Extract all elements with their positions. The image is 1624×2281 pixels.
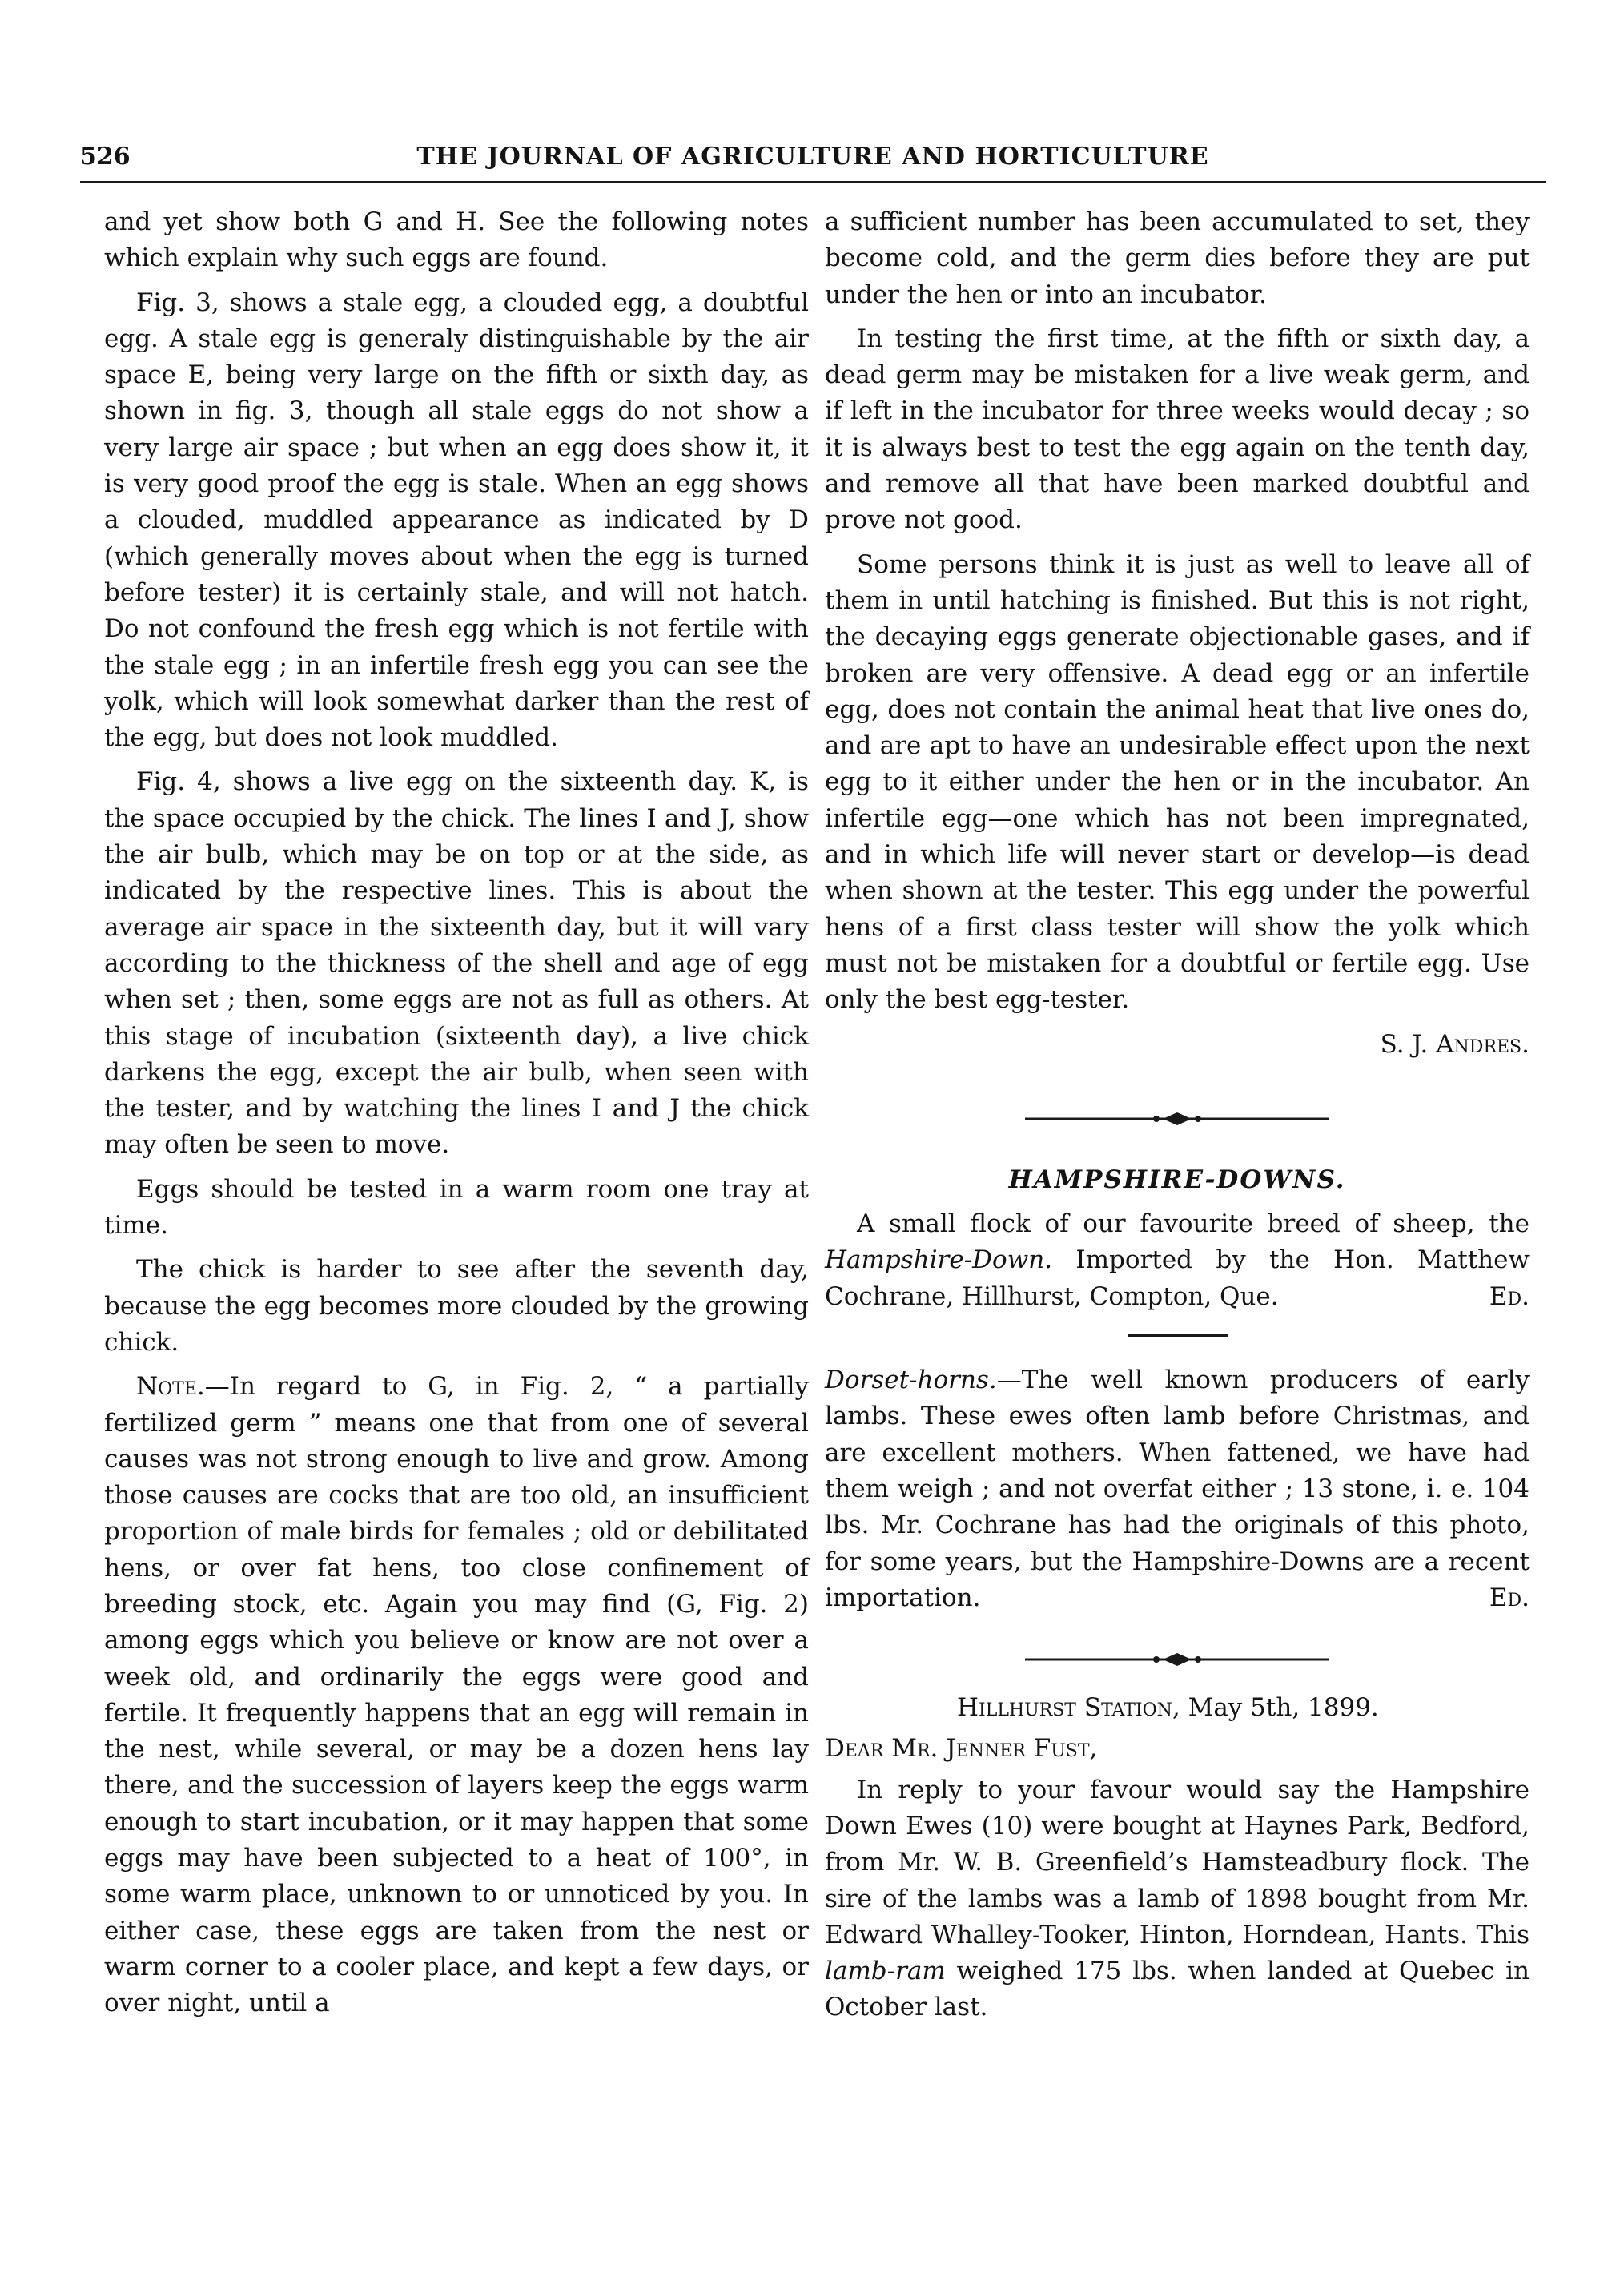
ornament-divider-icon: [1025, 1111, 1329, 1127]
short-rule-divider: [1128, 1334, 1228, 1337]
letter-body: [825, 1772, 1530, 2026]
italic-term: lamb-ram: [825, 1957, 946, 1986]
letter-dateline: [825, 1690, 1530, 1726]
page-header: [80, 136, 1546, 176]
paragraph: a sufficient number has been accumulated to set, they become cold, and the germ dies before they are put under the hen or into an incubator.: [825, 207, 1530, 309]
note-label: Note.: [136, 1372, 205, 1402]
text-run: Imported by the Hon. Matthew Cochrane, Hillhurst, Compton, Que.: [825, 1245, 1530, 1311]
paragraph: Eggs should be tested in a warm room one tray at time.: [104, 1174, 809, 1241]
ornament-divider-icon: [1025, 1651, 1329, 1668]
running-title: THE JOURNAL OF AGRICULTURE AND HORTICULTURE: [416, 143, 1209, 171]
paragraph-fig-3: Fig. 3, shows a stale egg, a clouded egg, a doubtful egg. A stale egg is generaly distinguishable by the air space E, being very large on the fifth or sixth day, as shown in fig. 3, though all stale eggs do not show a very large air space ; but when an egg does show it, it is very good proof the egg is stale. When an egg shows a clouded, muddled appearance as indicated by D (which generally moves about when the egg is turned before tester) it is certainly stale, and will not hatch. Do not confound the fresh egg which is not fertile with the stale egg ; in an infertile fresh egg you can see the yolk, which will look somewhat darker than the rest of the egg, but does not look muddled.: [104, 288, 809, 753]
paragraph: The chick is harder to see after the seventh day, because the egg becomes more clouded by the growing chick.: [104, 1255, 809, 1357]
paragraph: In testing the first time, at the fifth or sixth day, a dead germ may be mistaken for a live weak germ, and if left in the incubator for three weeks would decay ; so it is always best to test the egg again on the tenth day, and remove all that have been marked doubtful and prove not good.: [825, 324, 1530, 535]
text-run: A small flock of our favourite breed of sheep, the: [857, 1209, 1530, 1239]
paragraph: and yet show both G and H. See the following notes which explain why such eggs are found.: [104, 207, 809, 273]
section-title: HAMPSHIRE-DOWNS.: [1008, 1165, 1346, 1194]
text-run: weighed 175 lbs. when landed at Quebec in October last.: [825, 1957, 1530, 2022]
dorset-label: Dorset-horns.: [825, 1366, 997, 1395]
editor-mark: Ed.: [1489, 1583, 1530, 1612]
text-run: In reply to your favour would say the Hampshire Down Ewes (10) were bought at Haynes Park, Bedford, from Mr. W. B. Greenfield’s Hamsteadbury flock. The sire of the lambs was a lamb of 1898 bought from Mr. Edward Whalley-Tooker, Hinton, Horndean, Hants. This: [825, 1775, 1530, 1949]
author-signature: S. J. Andres.: [1380, 1029, 1530, 1059]
note-text: —In regard to G, in Fig. 2, “ a partially fertilized germ ” means one that from one of several causes was not strong enough to live and grow. Among those causes are cocks that are too old, an insufficient proportion of male birds for females ; old or debilitated hens, or over fat hens, too close confinement of breeding stock, etc. Again you may find (G, Fig. 2) among eggs which you believe or know are not over a week old, and ordinarily the eggs were good and fertile. It frequently happens that an egg will remain in the nest, while several, or may be a dozen hens lay there, and the succession of layers keep the eggs warm enough to start incubation, or it may happen that some eggs may have been subjected to a heat of 100°, in some warm place, unknown to or unnoticed by you. In either case, these eggs are taken from the nest or warm corner to a cooler place, and kept a few days, or over night, until a: [104, 1372, 809, 2018]
left-column: [104, 204, 809, 2030]
italic-breed-name: Hampshire-Down.: [825, 1245, 1053, 1275]
right-column: [825, 204, 1530, 2034]
dateline-place: Hillhurst Station,: [957, 1693, 1180, 1723]
paragraph: Some persons think it is just as well to leave all of them in until hatching is finished. But this is not right, the decaying eggs generate objectionable gases, and if broken are very offensive. A dead egg or an infertile egg, does not contain the animal heat that live ones do, and are apt to have an undesirable effect upon the next egg to it either under the hen or in the incubator. An infertile egg—one which has not been impregnated, and in which life will never start or develop—is dead when shown at the tester. This egg under the powerful hens of a first class tester will show the yolk which must not be mistaken for a doubtful or fertile egg. Use only the best egg-tester.: [825, 549, 1530, 1015]
paragraph-hampshire: [825, 1206, 1530, 1315]
page-number: 526: [80, 143, 131, 171]
paragraph-dorset: [825, 1362, 1530, 1616]
editor-mark: Ed.: [1489, 1281, 1530, 1311]
dorset-text: —The well known producers of early lambs. These ewes often lamb before Christmas, and are excellent mothers. When fattened, we have had them weigh ; and not overfat either ; 13 stone, i. e. 104 lbs. Mr. Cochrane has had the originals of this photo, for some years, but the Hampshire-Downs are a recent importation.: [825, 1366, 1530, 1612]
paragraph-note: [104, 1369, 809, 2022]
header-rule: [80, 181, 1546, 183]
paragraph-fig-4: Fig. 4, shows a live egg on the sixteenth day. K, is the space occupied by the chick. The lines I and J, show the air bulb, which may be on top or at the side, as indicated by the respective lines. This is about the average air space in the sixteenth day, but it will vary according to the thickness of the shell and age of egg when set ; then, some eggs are not as full as others. At this stage of incubation (sixteenth day), a live chick darkens the egg, except the air bulb, when seen with the tester, and by watching the lines I and J the chick may often be seen to move.: [104, 767, 809, 1160]
dateline-date: May 5th, 1899.: [1180, 1693, 1379, 1723]
letter-salutation: Dear Mr. Jenner Fust,: [825, 1734, 1098, 1764]
